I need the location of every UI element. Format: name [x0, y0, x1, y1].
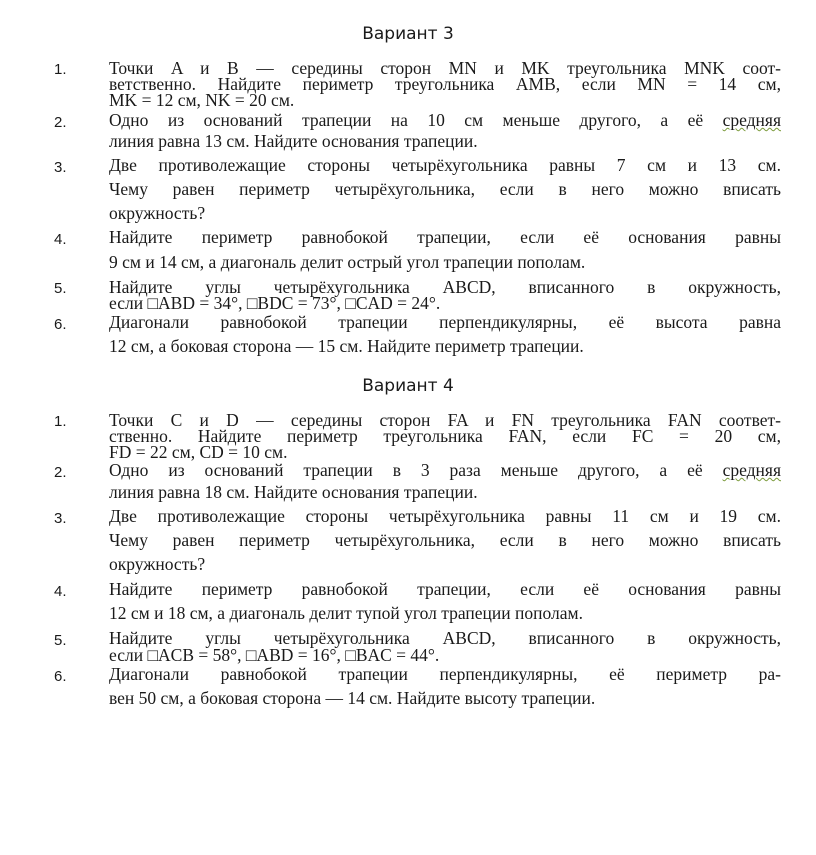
problem-line: Точки C и D — середины сторон FA и FN треугольника FAN соответ-	[109, 410, 781, 430]
problem-number: 4.	[54, 583, 67, 600]
problem-number: 6.	[54, 668, 67, 685]
problem-number: 1.	[54, 413, 67, 430]
problem-line: MK = 12 см, NK = 20 см.	[109, 90, 295, 110]
variant-title: Вариант 4	[362, 376, 454, 396]
problem-line: окружность?	[109, 203, 206, 223]
problem-line: если □ABD = 34°, □BDC = 73°, □CAD = 24°.	[109, 293, 441, 313]
problem-line: вен 50 см, а боковая сторона — 14 см. Найдите высоту трапеции.	[109, 688, 596, 708]
problem-number: 6.	[54, 316, 67, 333]
problem-number: 5.	[54, 632, 67, 649]
problem-line: 9 см и 14 см, а диагональ делит острый угол трапеции пополам.	[109, 252, 586, 272]
problem-line: 12 см и 18 см, а диагональ делит тупой угол трапеции пополам.	[109, 603, 583, 623]
problem-line: если □ACB = 58°, □ABD = 16°, □BAC = 44°.	[109, 645, 440, 665]
problem-line: Найдите периметр равнобокой трапеции, если её основания равны	[109, 227, 781, 247]
problem-line: Чему равен периметр четырёхугольника, если в него можно вписать	[109, 530, 781, 550]
problem-number: 3.	[54, 510, 67, 527]
problem-line: ветственно. Найдите периметр треугольника AMB, если MN = 14 см,	[109, 74, 781, 94]
problem-line: Две противолежащие стороны четырёхугольника равны 7 см и 13 см.	[109, 155, 781, 175]
problem-number: 3.	[54, 159, 67, 176]
problem-line: Чему равен периметр четырёхугольника, если в него можно вписать	[109, 179, 781, 199]
problem-line: Диагонали равнобокой трапеции перпендикулярны, её высота равна	[109, 312, 781, 332]
problem-line: линия равна 13 см. Найдите основания трапеции.	[109, 131, 478, 151]
problem-line: Одно из оснований трапеции на 10 см меньше другого, а её средняя	[109, 110, 781, 130]
problem-number: 4.	[54, 231, 67, 248]
problem-number: 2.	[54, 464, 67, 481]
problem-line: Точки A и B — середины сторон MN и MK треугольника MNK соот-	[109, 58, 781, 78]
problem-line: Найдите периметр равнобокой трапеции, если её основания равны	[109, 579, 781, 599]
problem-line: Найдите углы четырёхугольника ABCD, вписанного в окружность,	[109, 277, 781, 297]
variant-title: Вариант 3	[362, 24, 454, 44]
problem-number: 1.	[54, 61, 67, 78]
problem-line: FD = 22 см, CD = 10 см.	[109, 442, 288, 462]
problem-line: окружность?	[109, 554, 206, 574]
problem-line: Найдите углы четырёхугольника ABCD, вписанного в окружность,	[109, 628, 781, 648]
problem-line: Диагонали равнобокой трапеции перпендикулярны, её периметр ра-	[109, 664, 781, 684]
problem-line: 12 см, а боковая сторона — 15 см. Найдите периметр трапеции.	[109, 336, 584, 356]
problem-line: линия равна 18 см. Найдите основания трапеции.	[109, 482, 478, 502]
problem-line: Две противолежащие стороны четырёхугольника равны 11 см и 19 см.	[109, 506, 781, 526]
problem-line: Одно из оснований трапеции в 3 раза меньше другого, а её средняя	[109, 460, 781, 480]
problem-number: 2.	[54, 114, 67, 131]
problem-number: 5.	[54, 280, 67, 297]
problem-line: ственно. Найдите периметр треугольника FAN, если FC = 20 см,	[109, 426, 781, 446]
